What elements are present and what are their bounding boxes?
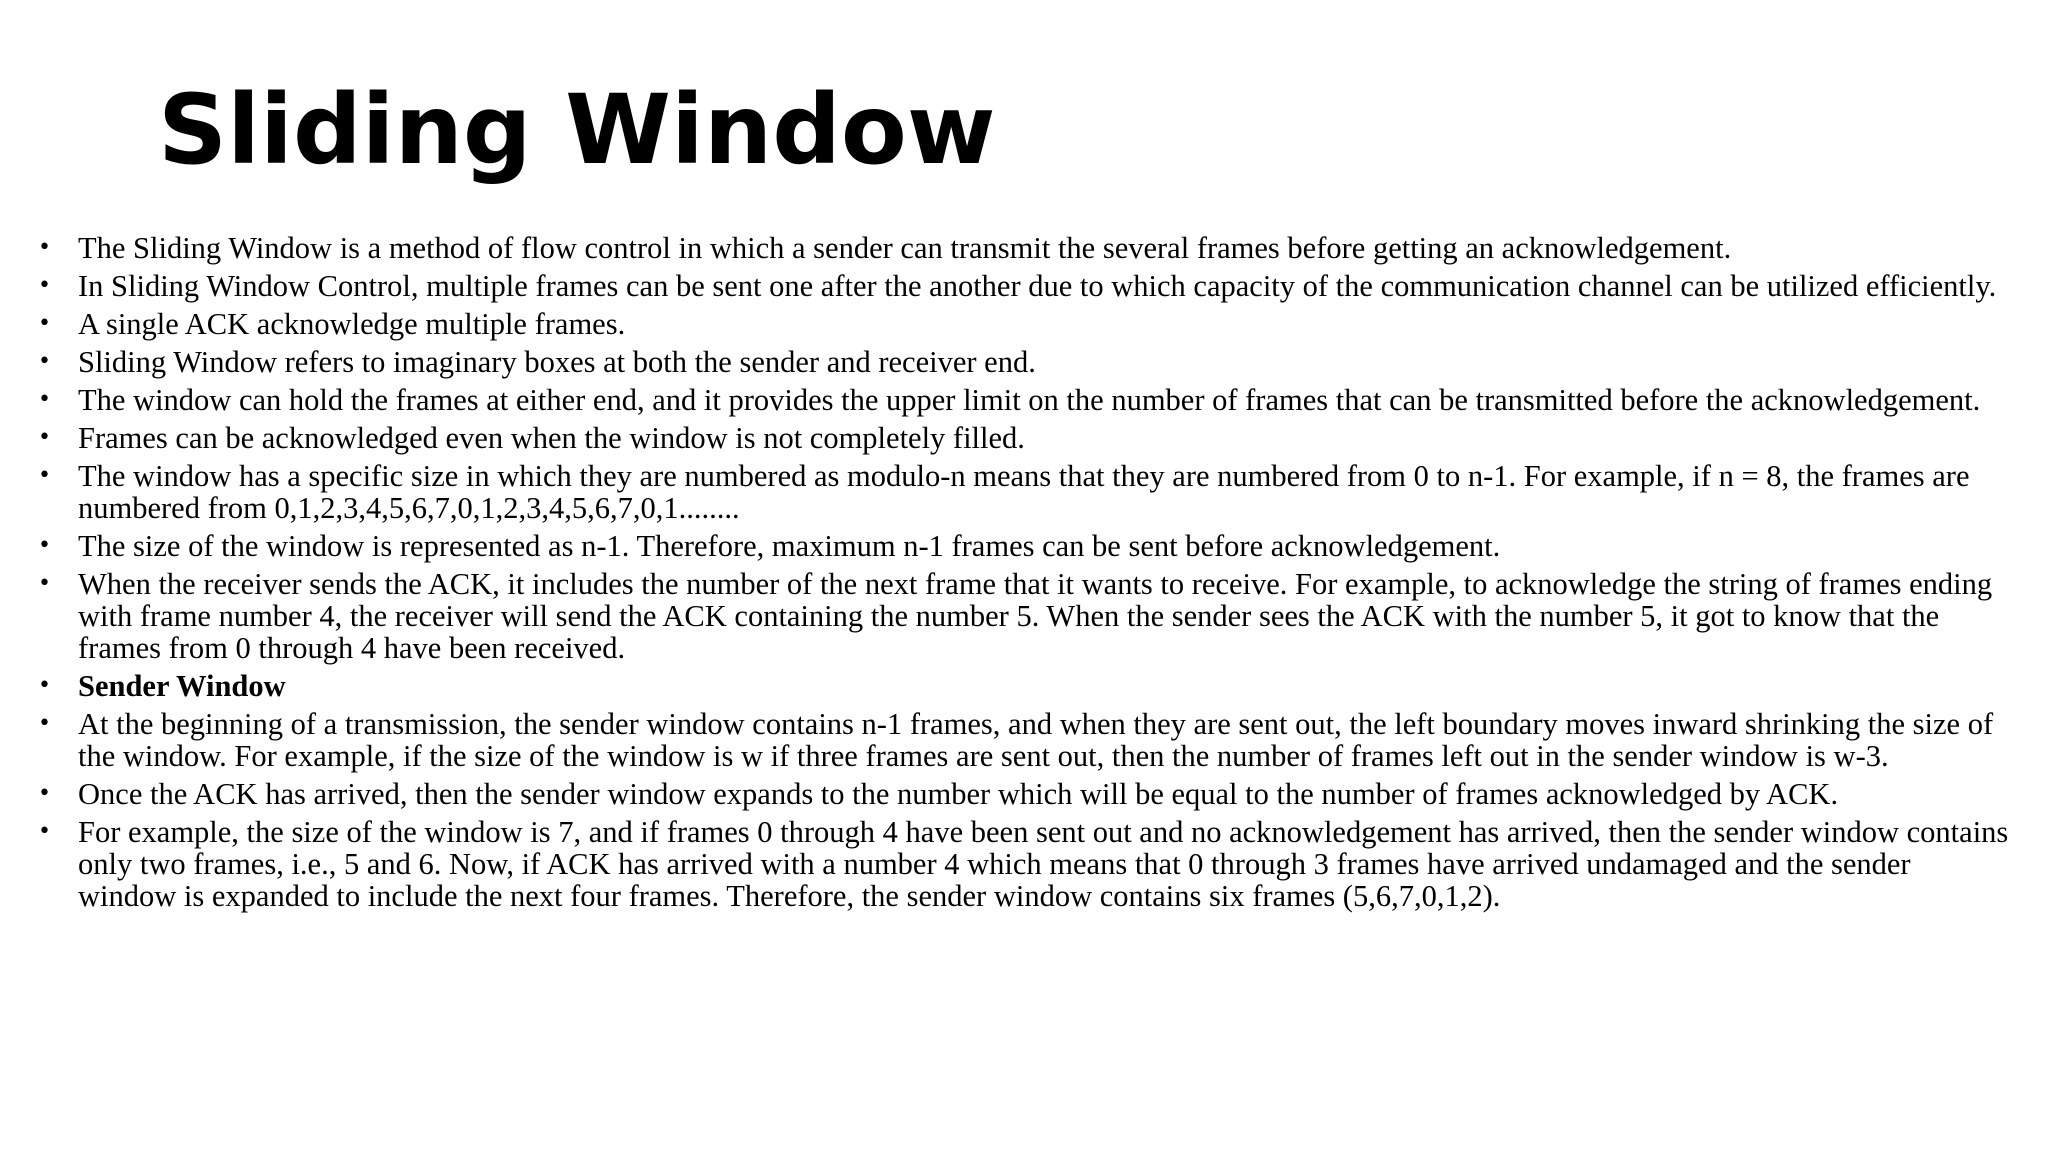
bullet-item (38, 270, 2016, 302)
bullet-text: For example, the size of the window is 7, and if frames 0 through 4 have been sent out and no acknowledgement has arrived, then the sender window contains only two frames, i.e., 5 and 6. Now, if ACK has arrived with a number 4 which means that 0 through 3 frames have arrived undamaged and the sender window is expanded to include the next four frames. Therefore, the sender window contains six frames (5,6,7,0,1,2). (78, 815, 2009, 913)
bullet-item (38, 778, 2016, 810)
bullet-dot-icon: • (38, 819, 51, 844)
bullet-text: The window can hold the frames at either end, and it provides the upper limit on the number of frames that can be transmitted before the acknowledgement. (78, 383, 1981, 417)
bullet-dot-icon: • (38, 673, 51, 698)
bullet-item (38, 232, 2016, 264)
bullet-dot-icon: • (38, 349, 51, 374)
bullet-text: The Sliding Window is a method of flow control in which a sender can transmit the several frames before getting an acknowledgement. (78, 231, 1732, 265)
bullet-text: Sliding Window refers to imaginary boxes at both the sender and receiver end. (78, 345, 1036, 379)
bullet-text: At the beginning of a transmission, the sender window contains n-1 frames, and when they are sent out, the left boundary moves inward shrinking the size of the window. For example, if the size of the window is w if three frames are sent out, then the number of frames left out in the sender window is w-3. (78, 707, 1994, 773)
bullet-dot-icon: • (38, 311, 51, 336)
bullet-text: In Sliding Window Control, multiple frames can be sent one after the another due to which capacity of the communication channel can be utilized efficiently. (78, 269, 1997, 303)
bullet-dot-icon: • (38, 571, 51, 596)
section-heading-bullet (38, 670, 2016, 702)
bullet-item (38, 308, 2016, 340)
bullet-item (38, 384, 2016, 416)
bullet-dot-icon: • (38, 533, 51, 558)
bullet-text: When the receiver sends the ACK, it includes the number of the next frame that it wants to receive. For example, to acknowledge the string of frames ending with frame number 4, the receiver will send the ACK containing the number 5. When the sender sees the ACK with the number 5, it got to know that the frames from 0 through 4 have been received. (78, 567, 1993, 665)
bullet-dot-icon: • (38, 425, 51, 450)
bullet-text: A single ACK acknowledge multiple frames. (78, 307, 626, 341)
bullet-item (38, 530, 2016, 562)
slide-title: Sliding Window (158, 74, 996, 186)
bullet-item (38, 460, 2016, 524)
bullet-text: Once the ACK has arrived, then the sender window expands to the number which will be equal to the number of frames acknowledged by ACK. (78, 777, 1839, 811)
bullet-text: Sender Window (78, 669, 286, 703)
bullet-item (38, 568, 2016, 664)
bullet-dot-icon: • (38, 463, 51, 488)
bullet-dot-icon: • (38, 711, 51, 736)
bullet-text: The size of the window is represented as n-1. Therefore, maximum n-1 frames can be sent before acknowledgement. (78, 529, 1501, 563)
bullet-dot-icon: • (38, 387, 51, 412)
bullet-dot-icon: • (38, 273, 51, 298)
bullet-item (38, 346, 2016, 378)
bullet-item (38, 708, 2016, 772)
bullet-dot-icon: • (38, 235, 51, 260)
bullet-text: The window has a specific size in which they are numbered as modulo-n means that they are numbered from 0 to n-1. For example, if n = 8, the frames are numbered from 0,1,2,3,4,5,6,7,0,1,2,3,4,5,6,7,0,1........ (78, 459, 1970, 525)
bullet-list (38, 232, 2016, 918)
bullet-item (38, 422, 2016, 454)
bullet-dot-icon: • (38, 781, 51, 806)
bullet-text: Frames can be acknowledged even when the window is not completely filled. (78, 421, 1025, 455)
bullet-item (38, 816, 2016, 912)
